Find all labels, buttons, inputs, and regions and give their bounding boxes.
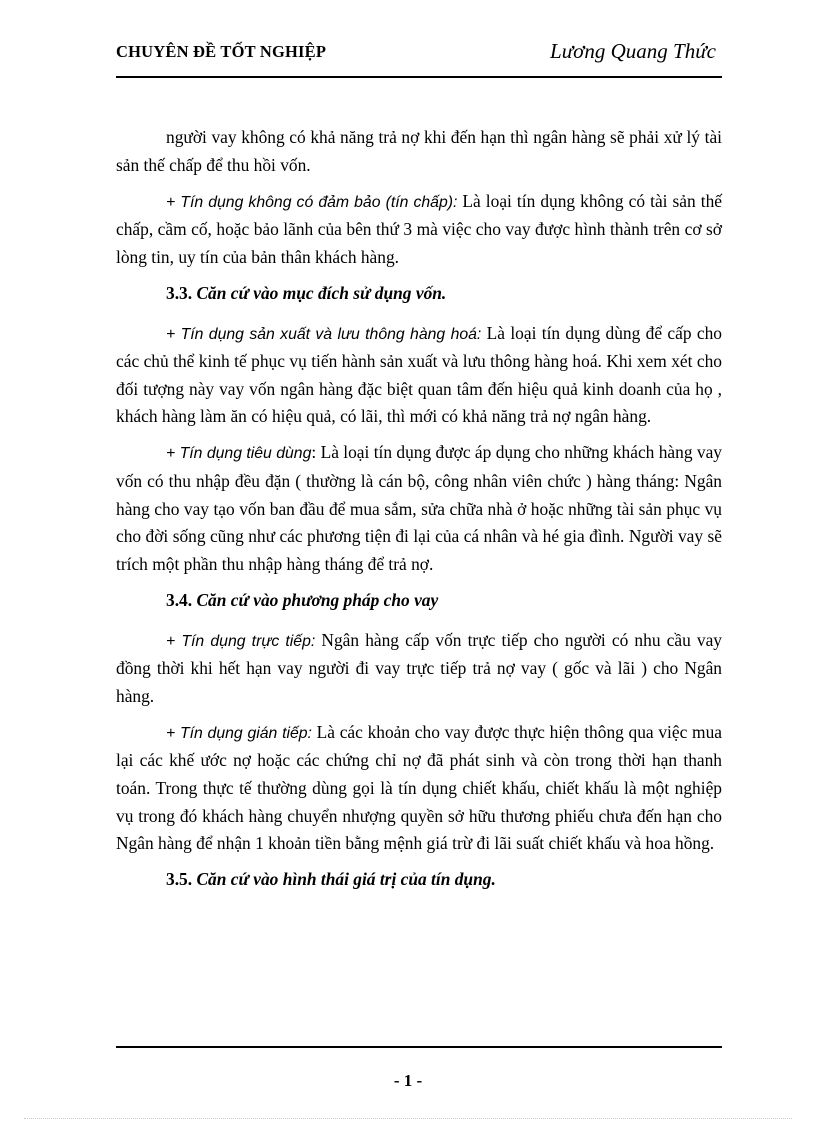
paragraph-unsecured-credit [116,188,722,272]
term-indirect-credit: + Tín dụng gián tiếp: [166,724,312,742]
paragraph-collateral-continuation [116,124,722,179]
author-name: Lương Quang Thức [550,39,716,63]
term-direct-credit: + Tín dụng trực tiếp: [166,632,316,650]
section-title: Căn cứ vào hình thái giá trị của tín dụng. [192,869,496,890]
page-number: - 1 - [393,1071,423,1090]
paragraph-direct-credit [116,627,722,711]
section-number: 3.3. [166,282,193,303]
section-heading-3-5 [116,866,722,894]
paragraph-text: Là loại tín dụng không có tài sản thế chấp, cầm cố, hoặc bảo lãnh của bên thứ 3 mà việc cho vay được hình thành trên cơ sở lòng tin, uy tín của bản thân khách hàng. [116,190,723,267]
paragraph-consumer-credit [116,439,722,578]
paragraph-text: : Là loại tín dụng được áp dụng cho những khách hàng vay vốn có thu nhập đều đặn ( thường là cán bộ, công nhân viên chức ) hàng tháng: Ngân hàng cho vay tạo vốn ban đầu để mua sắm, sửa chữa nhà ở hoặc những tài sản phục vụ cho đời sống cũng như các phương tiện đi lại của cá nhân và hé gia đình. Người vay sẽ trích một phần thu nhập hàng tháng để trả nợ. [116,442,722,574]
section-title: Căn cứ vào mục đích sử dụng vốn. [192,282,447,303]
section-title: Căn cứ vào phương pháp cho vay [192,589,439,610]
term-consumer-credit: + Tín dụng tiêu dùng [166,445,312,463]
paragraph-text: Ngân hàng cấp vốn trực tiếp cho người có nhu cầu vay đồng thời khi hết hạn vay người đi vay trực tiếp trả nợ vay ( gốc và lãi ) cho Ngân hàng. [116,629,723,706]
paragraph-production-credit [116,320,722,431]
term-production-credit: + Tín dụng sản xuất và lưu thông hàng hoá: [166,325,482,343]
paragraph-text: người vay không có khả năng trả nợ khi đến hạn thì ngân hàng sẽ phải xử lý tài sản thế chấp để thu hồi vốn. [116,127,722,175]
term-unsecured-credit: + Tín dụng không có đảm bảo (tín chấp): [166,193,458,211]
section-heading-3-4 [116,587,722,615]
page-edge [24,1118,792,1119]
paragraph-indirect-credit [116,719,722,858]
paragraph-text: Là loại tín dụng dùng để cấp cho các chủ thể kinh tế phục vụ tiến hành sản xuất và lưu thông hàng hoá. Khi xem xét cho đối tượng này vay vốn ngân hàng đặc biệt quan tâm đến hiệu quả kinh doanh của họ , khách hàng làm ăn có hiệu quả, có lãi, thì mới có khả năng trả nợ ngân hàng. [116,322,722,427]
paragraph-text: Là các khoản cho vay được thực hiện thông qua việc mua lại các khế ước nợ hoặc các chứng chỉ nợ đã phát sinh và còn trong thời hạn thanh toán. Trong thực tế thường dùng gọi là tín dụng chiết khấu, chiết khấu là một nghiệp vụ trong đó khách hàng chuyển nhượng quyền sở hữu thương phiếu chưa đến hạn cho Ngân hàng để nhận 1 khoản tiền bằng mệnh giá trừ đi lãi suất chiết khấu và hoa hồng. [116,721,722,854]
page-header [116,40,722,78]
footer-divider [116,1046,722,1048]
section-number: 3.5. [166,869,193,890]
document-title: CHUYÊN ĐỀ TỐT NGHIỆP [116,42,327,61]
page-body [116,124,722,906]
section-heading-3-3 [116,280,722,308]
section-number: 3.4. [166,589,193,610]
